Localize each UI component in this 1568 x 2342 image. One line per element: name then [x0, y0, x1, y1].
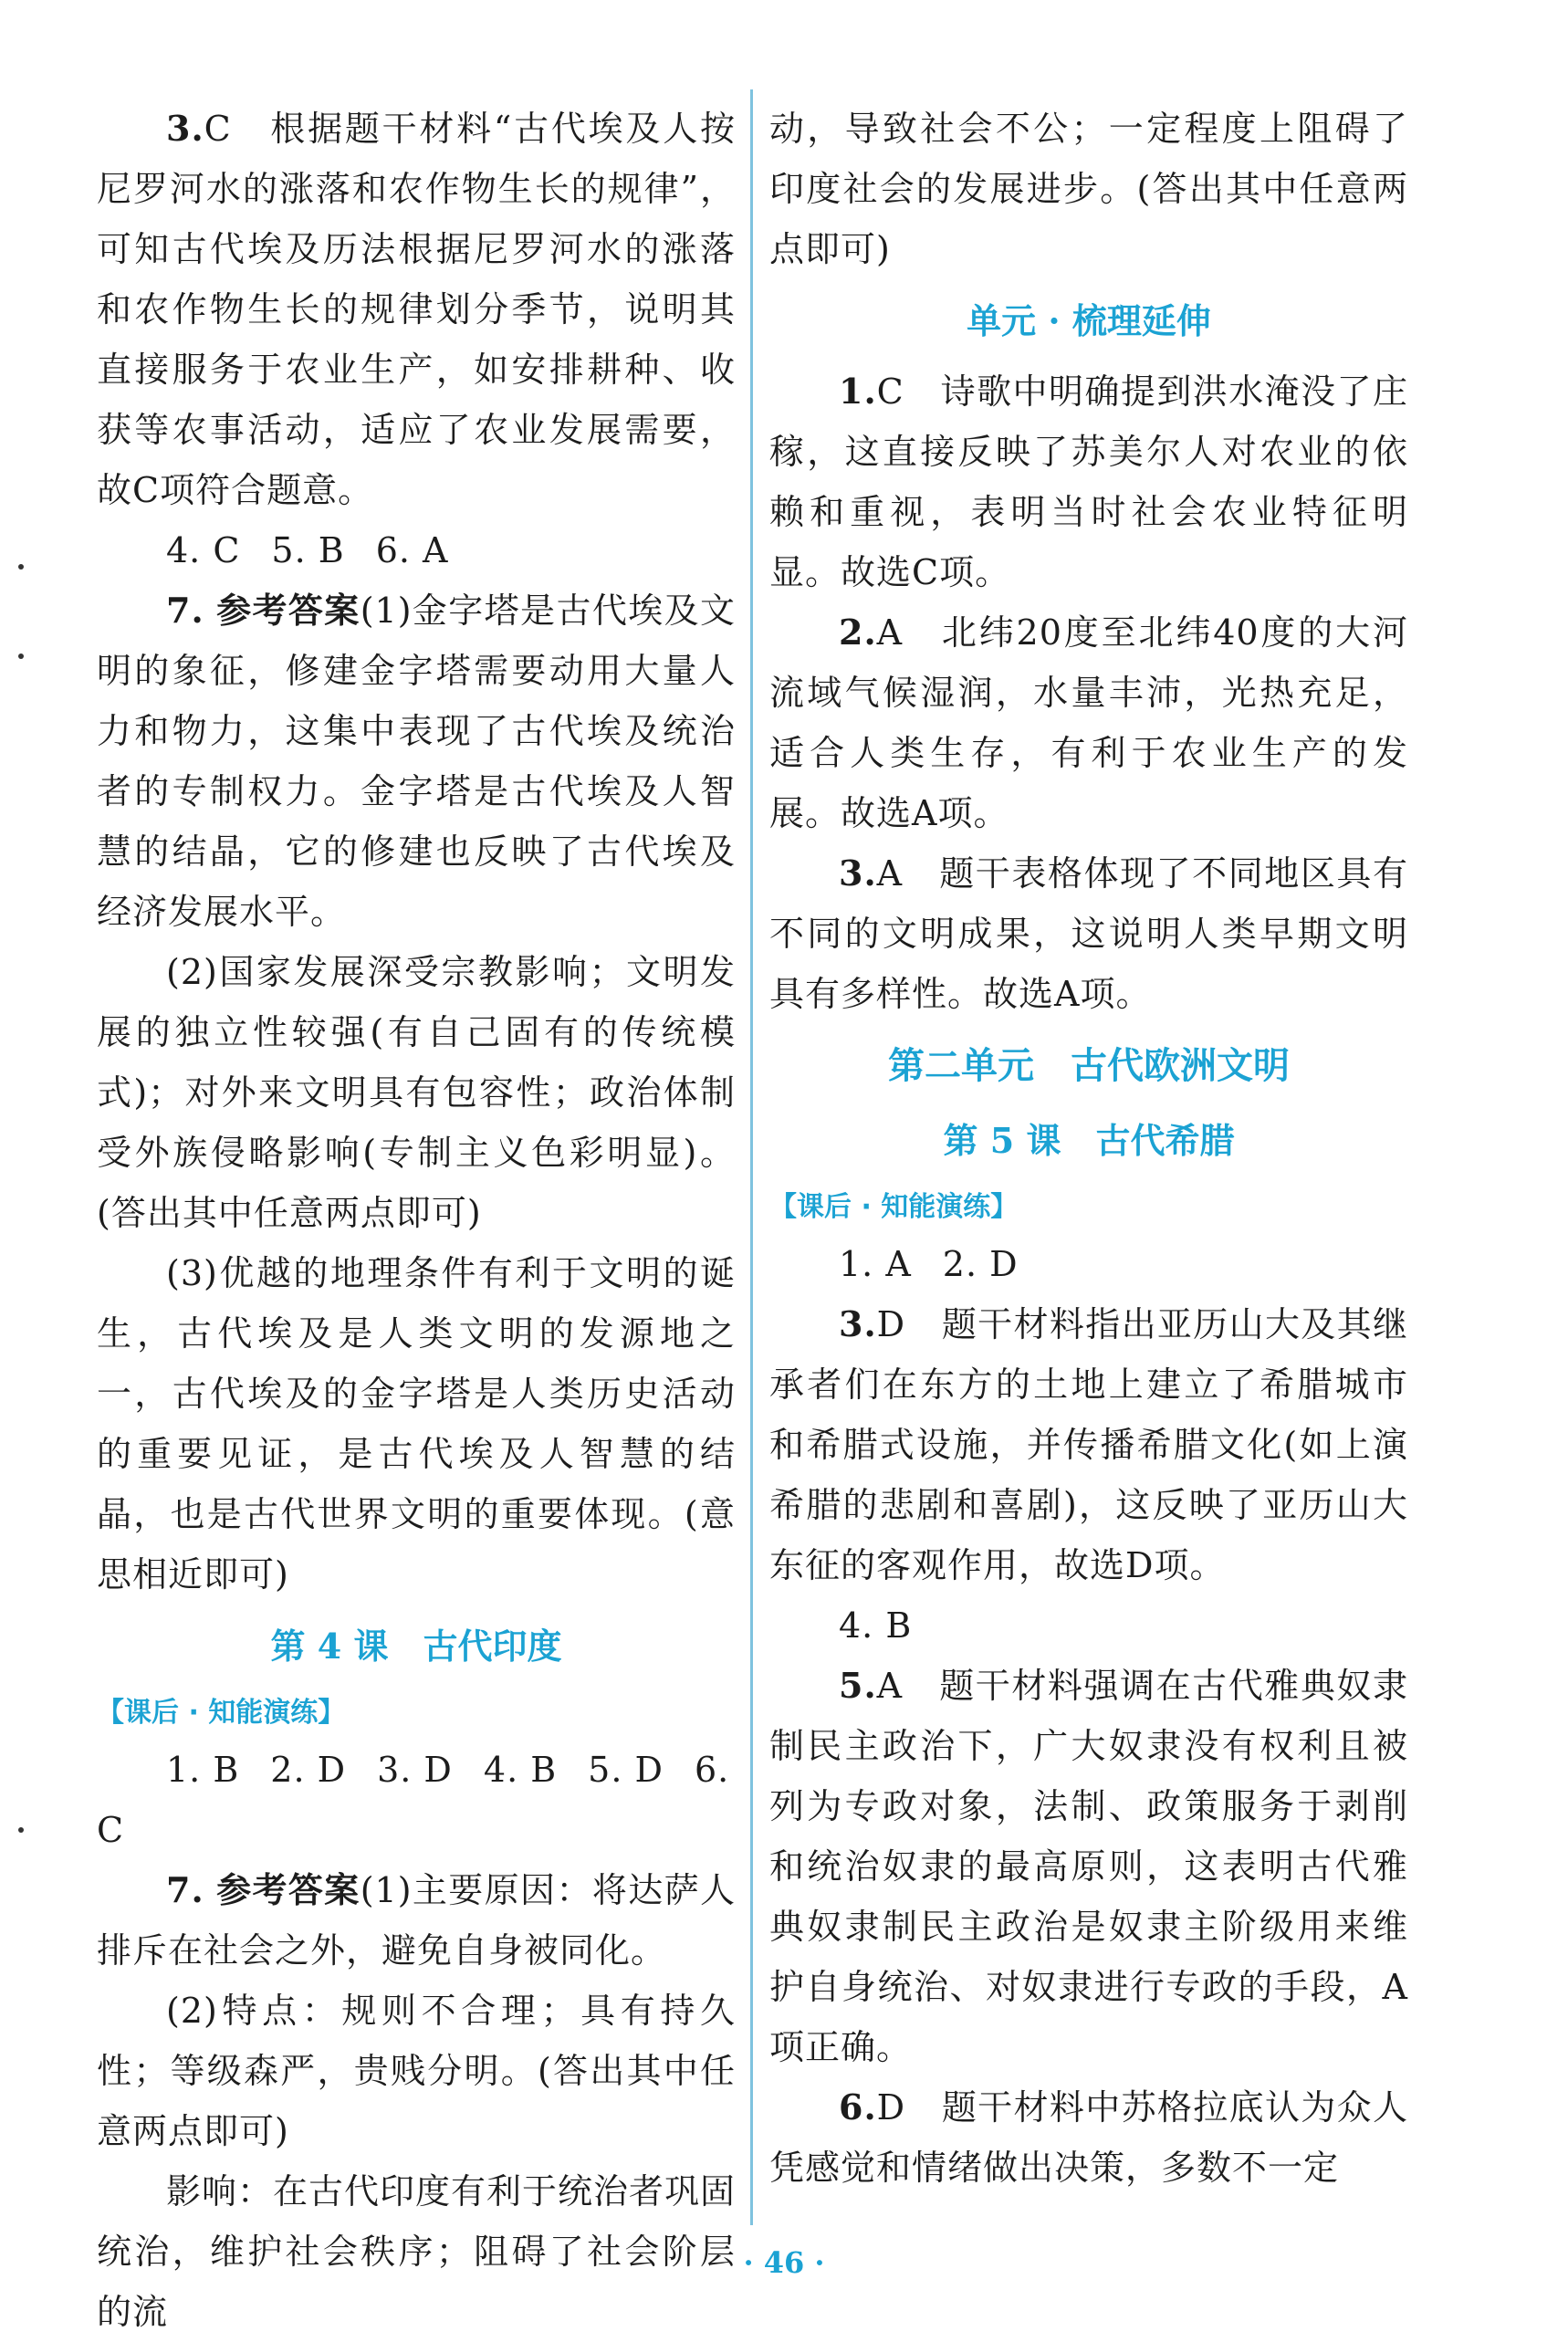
page-number: · 46 · [743, 2245, 825, 2280]
lesson4-q7-part3: 影响：在古代印度有利于统治者巩固统治，维护社会秩序；阻碍了社会阶层的流 [97, 2171, 737, 2332]
answer-q7-part1: 7. 参考答案(1)金字塔是古代埃及文明的象征，修建金字塔需要动用大量人力和物力，这集中表现了古代埃及统治者的专制权力。金字塔是古代埃及人智慧的结晶，它的修建也反映了古代埃及经济发展水平。 [97, 590, 736, 932]
section-tag-practice: 【课后 · 知能演练】 [769, 1191, 1019, 1223]
lesson4-q7-part1: 7. 参考答案(1)主要原因：将达萨人排斥在社会之外，避免自身被同化。 [97, 1869, 736, 1971]
lesson4-heading: 第 4 课 古代印度 [270, 1626, 562, 1667]
lesson5-q6: 6.D 题干材料中苏格拉底认为众人凭感觉和情绪做出决策，多数不一定 [769, 2086, 1408, 2188]
margin-dot [18, 564, 24, 570]
lesson5-heading: 第 5 课 古代希腊 [943, 1120, 1235, 1161]
answer-q7-part3: (3)优越的地理条件有利于文明的诞生，古代埃及是人类文明的发源地之一，古代埃及的金字塔是人类历史活动的重要见证，是古代埃及人智慧的结晶，也是古代世界文明的重要体现。(意思相近即可) [97, 1253, 736, 1594]
answer-q3: 3.C 根据题干材料“古代埃及人按尼罗河水的涨落和农作物生长的规律”，可知古代埃及历法根据尼罗河水的涨落和农作物生长的规律划分季节，说明其直接服务于农业生产，如安排耕种、收获等农事活动，适应了农业发展需要，故C项符合题意。 [97, 108, 736, 510]
margin-dot [18, 1827, 24, 1833]
unit-review-heading: 单元 · 梳理延伸 [967, 300, 1211, 341]
margin-dot [18, 653, 24, 659]
unit-review-q1: 1.C 诗歌中明确提到洪水淹没了庄稼，这直接反映了苏美尔人对农业的依赖和重视，表明当时社会农业特征明显。故选C项。 [769, 371, 1408, 592]
left-column [97, 99, 736, 2342]
unit-review-q2: 2.A 北纬20度至北纬40度的大河流域气候湿润，水量丰沛，光热充足，适合人类生存，有利于农业生产的发展。故选A项。 [769, 612, 1408, 833]
right-column [769, 99, 1408, 2198]
unit2-heading: 第二单元 古代欧洲文明 [888, 1044, 1290, 1087]
answers-4-6: 4. C 5. B 6. A [166, 530, 449, 570]
section-tag-practice: 【课后 · 知能演练】 [97, 1697, 346, 1729]
lesson4-answers: 1. B 2. D 3. D 4. B 5. D 6. C [97, 1750, 730, 1850]
column-divider [750, 89, 753, 2225]
continued-text: 动，导致社会不公；一定程度上阻碍了印度社会的发展进步。(答出其中任意两点即可) [769, 109, 1408, 269]
lesson5-answers-1-2: 1. A 2. D [839, 1244, 1019, 1284]
answer-q7-part2: (2)国家发展深受宗教影响；文明发展的独立性较强(有自己固有的传统模式)；对外来文明具有包容性；政治体制受外族侵略影响(专制主义色彩明显)。(答出其中任意两点即可) [97, 952, 736, 1233]
lesson5-q5: 5.A 题干材料强调在古代雅典奴隶制民主政治下，广大奴隶没有权利且被列为专政对象，法制、政策服务于剥削和统治奴隶的最高原则，这表明古代雅典奴隶制民主政治是奴隶主阶级用来维护自身统治、对奴隶进行专政的手段，A项正确。 [769, 1665, 1408, 2067]
unit-review-q3: 3.A 题干表格体现了不同地区具有不同的文明成果，这说明人类早期文明具有多样性。故选A项。 [769, 852, 1408, 1014]
lesson4-q7-part2: (2)特点：规则不合理；具有持久性；等级森严，贵贱分明。(答出其中任意两点即可) [97, 1991, 736, 2151]
lesson5-q4: 4. B [839, 1605, 913, 1646]
lesson5-q3: 3.D 题干材料指出亚历山大及其继承者们在东方的土地上建立了希腊城市和希腊式设施，并传播希腊文化(如上演希腊的悲剧和喜剧)，这反映了亚历山大东征的客观作用，故选D项。 [769, 1303, 1408, 1585]
